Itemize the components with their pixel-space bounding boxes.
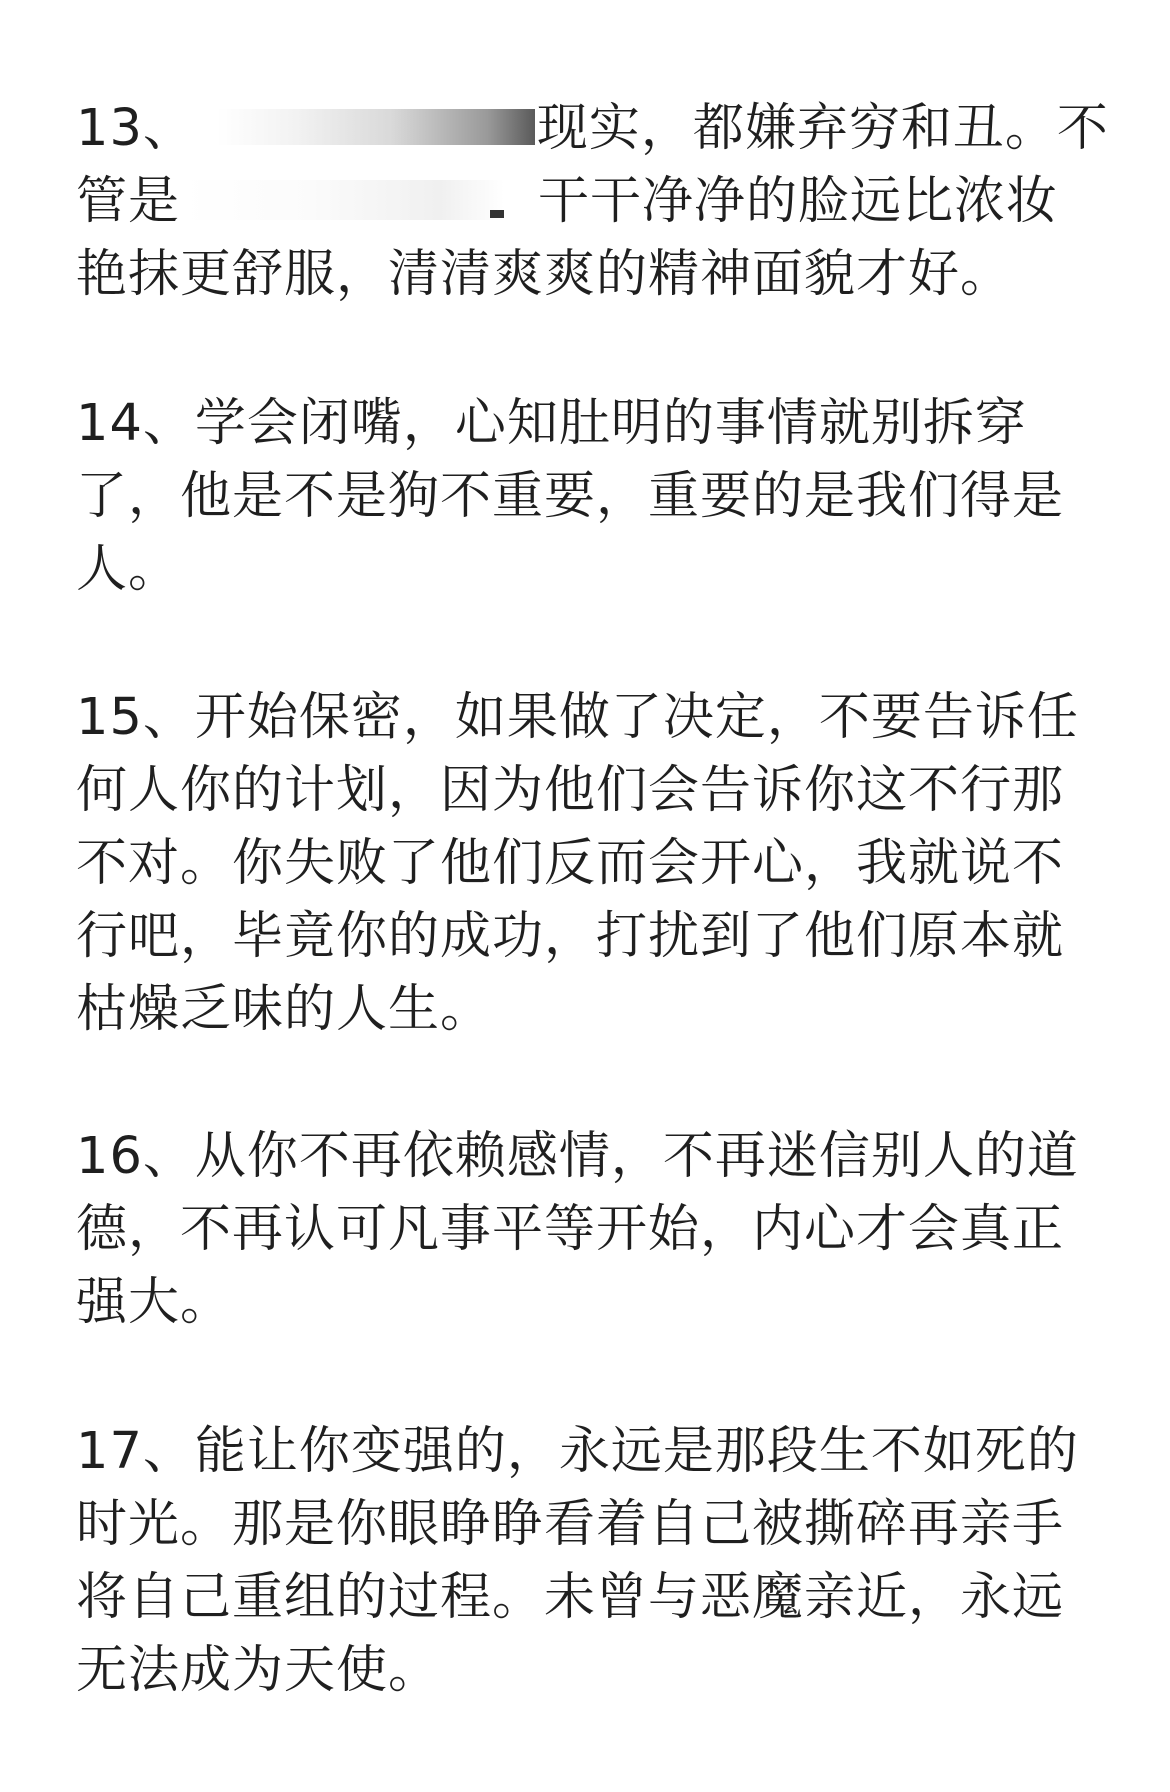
text-line: 15、开始保密，如果做了决定，不要告诉任 bbox=[76, 688, 1079, 747]
text-line bbox=[76, 165, 1076, 238]
text-line: 枯燥乏味的人生。 bbox=[76, 980, 493, 1039]
text-line: 了，他是不是狗不重要，重要的是我们得是 bbox=[76, 467, 1065, 526]
paragraph-17 bbox=[76, 1415, 1079, 1707]
text-line bbox=[76, 92, 1109, 165]
paragraph-16 bbox=[76, 1120, 1079, 1339]
paragraph-15 bbox=[76, 681, 1079, 1046]
line-segment: 干干净净的脸远比浓妆 bbox=[538, 172, 1059, 231]
text-line: 人。 bbox=[76, 540, 181, 599]
text-line: 何人你的计划，因为他们会告诉你这不行那 bbox=[76, 761, 1065, 820]
line-segment: 现实，都嫌弃穷和丑。不 bbox=[536, 99, 1109, 158]
line-segment: 管是 bbox=[76, 172, 181, 231]
text-line: 强大。 bbox=[76, 1273, 233, 1332]
paragraph-14 bbox=[76, 387, 1076, 606]
paragraph-13 bbox=[76, 92, 1109, 311]
text-line: 行吧，毕竟你的成功，打扰到了他们原本就 bbox=[76, 907, 1065, 966]
text-line: 16、从你不再依赖感情，不再迷信别人的道 bbox=[76, 1127, 1079, 1186]
text-line: 时光。那是你眼睁睁看着自己被撕碎再亲手 bbox=[76, 1495, 1065, 1554]
text-line: 德，不再认可凡事平等开始，内心才会真正 bbox=[76, 1200, 1065, 1259]
redaction-blur bbox=[184, 180, 504, 220]
text-line: 艳抹更舒服，清清爽爽的精神面貌才好。 bbox=[76, 245, 1013, 304]
text-line: 无法成为天使。 bbox=[76, 1641, 441, 1700]
text-line: 不对。你失败了他们反而会开心，我就说不 bbox=[76, 834, 1065, 893]
text-line: 14、学会闭嘴，心知肚明的事情就别拆穿 bbox=[76, 394, 1027, 453]
redaction-blur bbox=[217, 109, 535, 145]
line-segment: 13、 bbox=[76, 99, 195, 158]
text-line: 将自己重组的过程。未曾与恶魔亲近，永远 bbox=[76, 1568, 1065, 1627]
text-line: 17、能让你变强的，永远是那段生不如死的 bbox=[76, 1422, 1079, 1481]
